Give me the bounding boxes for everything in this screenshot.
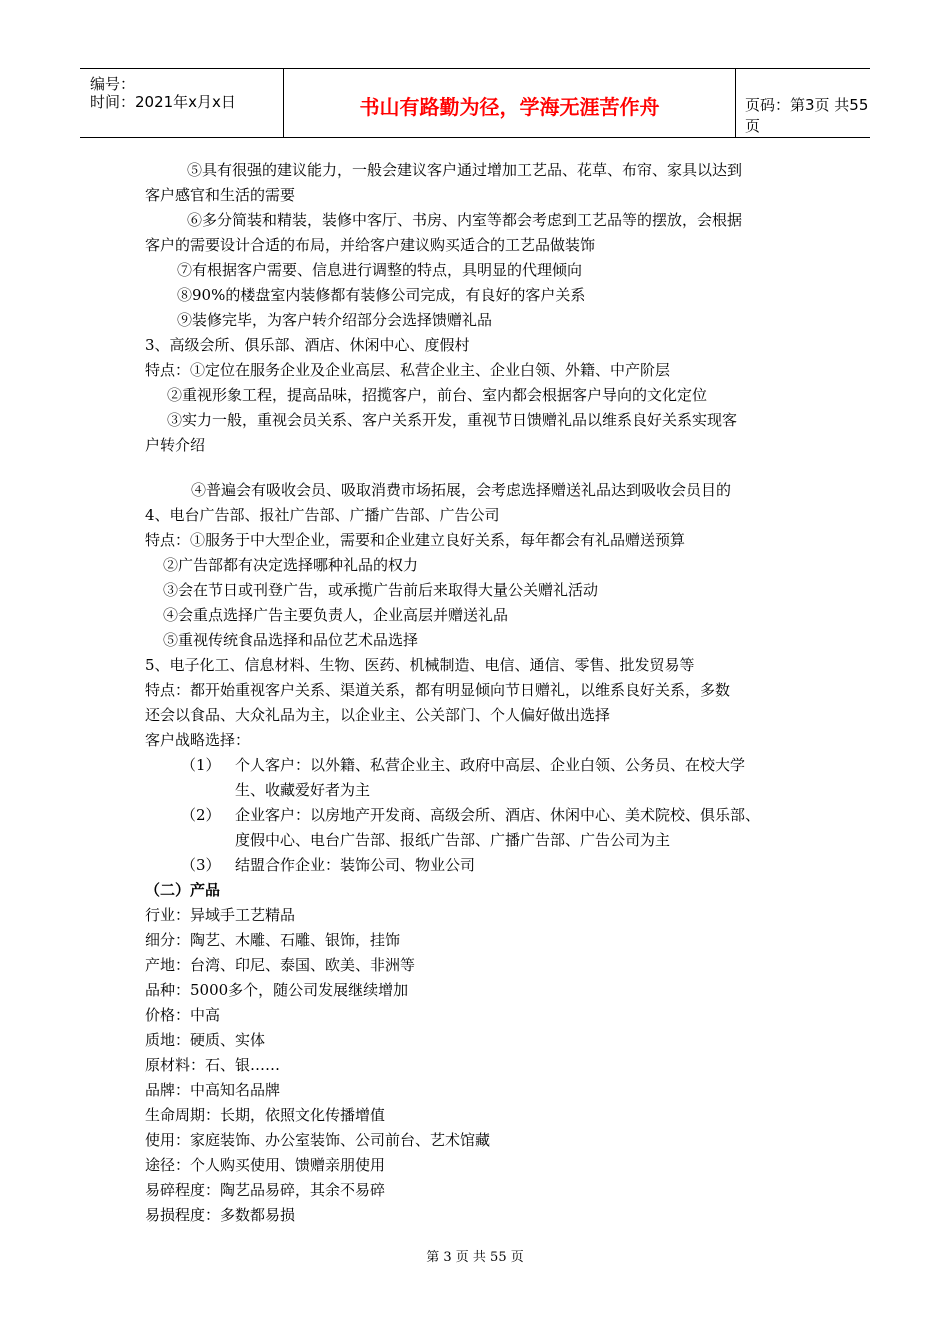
list-item: 企业客户：以房地产开发商、高级会所、酒店、休闲中心、美术院校、俱乐部、 bbox=[235, 806, 761, 824]
list-number: （3） bbox=[181, 856, 221, 874]
header-right-cell bbox=[735, 69, 870, 137]
motto-text: 书山有路勤为径，学海无涯苦作舟 bbox=[359, 95, 660, 119]
date-label: 时间：2021年x月x日 bbox=[90, 93, 236, 111]
body-line: 易碎程度：陶艺品易碎，其余不易碎 bbox=[145, 1181, 386, 1199]
body-line: 产地：台湾、印尼、泰国、欧美、非洲等 bbox=[145, 956, 416, 974]
list-item: 度假中心、电台广告部、报纸广告部、广播广告部、广告公司为主 bbox=[235, 831, 671, 849]
body-line: ④普遍会有吸收会员、吸取消费市场拓展，会考虑选择赠送礼品达到吸收会员目的 bbox=[191, 481, 732, 499]
list-item: 生、收藏爱好者为主 bbox=[235, 781, 371, 799]
body-line: 品牌：中高知名品牌 bbox=[145, 1081, 281, 1099]
body-line: 特点：①服务于中大型企业，需要和企业建立良好关系，每年都会有礼品赠送预算 bbox=[145, 531, 686, 549]
body-line: 客户战略选择： bbox=[145, 731, 251, 749]
body-line: ②广告部都有决定选择哪种礼品的权力 bbox=[163, 556, 419, 574]
list-number: （1） bbox=[181, 756, 221, 774]
body-line: 客户的需要设计合适的布局，并给客户建议购买适合的工艺品做装饰 bbox=[145, 236, 596, 254]
list-item: 个人客户：以外籍、私营企业主、政府中高层、企业白领、公务员、在校大学 bbox=[235, 756, 746, 774]
body-line: ⑤重视传统食品选择和品位艺术品选择 bbox=[163, 631, 419, 649]
body-line: ⑥多分简装和精装，装修中客厅、书房、内室等都会考虑到工艺品等的摆放，会根据 bbox=[187, 211, 743, 229]
body-line: ④会重点选择广告主要负责人，企业高层并赠送礼品 bbox=[163, 606, 509, 624]
section-heading: 3、高级会所、俱乐部、酒店、休闲中心、度假村 bbox=[145, 336, 470, 354]
section-heading: 5、电子化工、信息材料、生物、医药、机械制造、电信、通信、零售、批发贸易等 bbox=[145, 656, 695, 674]
body-line: ⑨装修完毕，为客户转介绍部分会选择馈赠礼品 bbox=[177, 311, 493, 329]
body-line: 途径：个人购买使用、馈赠亲朋使用 bbox=[145, 1156, 386, 1174]
body-line: 原材料：石、银…… bbox=[145, 1056, 281, 1074]
header-middle-cell bbox=[283, 69, 736, 137]
body-line: 生命周期：长期，依照文化传播增值 bbox=[145, 1106, 386, 1124]
body-line: 使用：家庭装饰、办公室装饰、公司前台、艺术馆藏 bbox=[145, 1131, 491, 1149]
body-line: 质地：硬质、实体 bbox=[145, 1031, 266, 1049]
section-heading: （二）产品 bbox=[145, 881, 221, 899]
body-line: 品种：5000多个，随公司发展继续增加 bbox=[145, 981, 409, 999]
body-line: 特点：①定位在服务企业及企业高层、私营企业主、企业白领、外籍、中产阶层 bbox=[145, 361, 671, 379]
body-line: 户转介绍 bbox=[145, 436, 206, 454]
body-line: 价格：中高 bbox=[145, 1006, 221, 1024]
body-line: ③会在节日或刊登广告，或承揽广告前后来取得大量公关赠礼活动 bbox=[163, 581, 599, 599]
body-line: ⑧90%的楼盘室内装修都有装修公司完成，有良好的客户关系 bbox=[177, 286, 586, 304]
body-line: 客户感官和生活的需要 bbox=[145, 186, 296, 204]
body-line: 特点：都开始重视客户关系、渠道关系，都有明显倾向节日赠礼，以维系良好关系，多数 bbox=[145, 681, 731, 699]
number-label: 编号： bbox=[90, 75, 136, 93]
body-line: ③实力一般，重视会员关系、客户关系开发，重视节日馈赠礼品以维系良好关系实现客 bbox=[167, 411, 738, 429]
list-number: （2） bbox=[181, 806, 221, 824]
body-line: 还会以食品、大众礼品为主，以企业主、公关部门、个人偏好做出选择 bbox=[145, 706, 611, 724]
page-info: 页码：第3页 共55页 bbox=[745, 96, 869, 135]
body-line: ⑦有根据客户需要、信息进行调整的特点，具明显的代理倾向 bbox=[177, 261, 583, 279]
header-left-cell bbox=[80, 69, 283, 137]
body-line: 细分：陶艺、木雕、石雕、银饰，挂饰 bbox=[145, 931, 401, 949]
page-header bbox=[80, 68, 870, 138]
body-line: 行业：异域手工艺精品 bbox=[145, 906, 296, 924]
body-line: ②重视形象工程，提高品味，招揽客户，前台、室内都会根据客户导向的文化定位 bbox=[167, 386, 708, 404]
body-line: ⑤具有很强的建议能力，一般会建议客户通过增加工艺品、花草、布帘、家具以达到 bbox=[187, 161, 743, 179]
list-item: 结盟合作企业：装饰公司、物业公司 bbox=[235, 856, 476, 874]
section-heading: 4、电台广告部、报社广告部、广播广告部、广告公司 bbox=[145, 506, 500, 524]
page-footer: 第 3 页 共 55 页 bbox=[426, 1250, 524, 1265]
body-line: 易损程度：多数都易损 bbox=[145, 1206, 296, 1224]
